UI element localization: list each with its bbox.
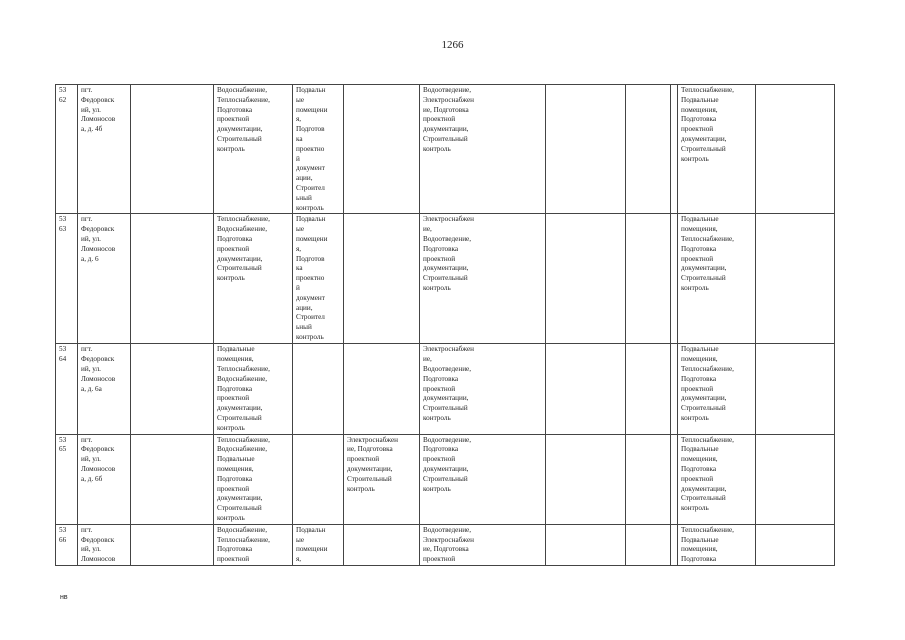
table-cell — [671, 434, 678, 524]
table-cell — [671, 214, 678, 344]
table-cell: Теплоснабжение, Водоснабжение, Подготовка проектной документации, Строительный контроль — [214, 214, 293, 344]
footer-mark: нв — [60, 594, 68, 601]
table-cell: Водоотведение, Электроснабжен ие, Подготовка проектной документации, Строительный контроль — [420, 85, 546, 214]
row-number: 53 62 — [56, 85, 78, 214]
table-cell — [293, 434, 344, 524]
table-cell — [546, 434, 626, 524]
table-cell: Электроснабжен ие, Подготовка проектной документации, Строительный контроль — [344, 434, 420, 524]
table-cell: Водоснабжение, Теплоснабжение, Подготовка проектной документации, Строительный контроль — [214, 85, 293, 214]
table-cell — [756, 344, 835, 434]
table-cell: Электроснабжен ие, Водоотведение, Подготовка проектной документации, Строительный контроль — [420, 214, 546, 344]
address-cell: пгт. Федоровск ий, ул. Ломоносов а, д. 4б — [78, 85, 131, 214]
page-number: 1266 — [441, 39, 464, 51]
table-row — [56, 344, 835, 434]
address-cell: пгт. Федоровск ий, ул. Ломоносов а, д. 6б — [78, 434, 131, 524]
table-cell: Теплоснабжение, Водоснабжение, Подвальные помещения, Подготовка проектной документации, Строительный контроль — [214, 434, 293, 524]
table-cell — [546, 524, 626, 565]
table-cell — [131, 214, 214, 344]
table-cell: Подвальные помещения, Теплоснабжение, Подготовка проектной документации, Строительный контроль — [678, 214, 756, 344]
table-cell: Подвальн ые помещени я, Подготов ка проектно й документ ации, Строител ьный контроль — [293, 214, 344, 344]
address-cell: пгт. Федоровск ий, ул. Ломоносов а, д. 6а — [78, 344, 131, 434]
table-cell: Подвальн ые помещени я, — [293, 524, 344, 565]
table-row — [56, 214, 835, 344]
table-cell — [756, 434, 835, 524]
table-cell: Теплоснабжение, Подвальные помещения, Подготовка — [678, 524, 756, 565]
table-cell: Теплоснабжение, Подвальные помещения, Подготовка проектной документации, Строительный контроль — [678, 85, 756, 214]
table-cell: Водоснабжение, Теплоснабжение, Подготовка проектной — [214, 524, 293, 565]
table-cell — [344, 214, 420, 344]
table-cell — [626, 214, 671, 344]
table-cell — [626, 85, 671, 214]
row-number: 53 64 — [56, 344, 78, 434]
row-number: 53 66 — [56, 524, 78, 565]
table-cell: Подвальн ые помещени я, Подготов ка проектно й документ ации, Строител ьный контроль — [293, 85, 344, 214]
table-cell — [671, 524, 678, 565]
works-table — [55, 84, 835, 566]
table-cell: Теплоснабжение, Подвальные помещения, Подготовка проектной документации, Строительный контроль — [678, 434, 756, 524]
table-cell — [131, 524, 214, 565]
table-cell: Водоотведение, Электроснабжен ие, Подготовка проектной — [420, 524, 546, 565]
row-number: 53 65 — [56, 434, 78, 524]
table-cell — [756, 85, 835, 214]
table-cell — [626, 524, 671, 565]
table-cell — [756, 214, 835, 344]
table-cell — [626, 344, 671, 434]
table-cell — [344, 85, 420, 214]
table-row — [56, 85, 835, 214]
table-cell — [131, 85, 214, 214]
row-number: 53 63 — [56, 214, 78, 344]
address-cell: пгт. Федоровск ий, ул. Ломоносов а, д. 6 — [78, 214, 131, 344]
table-cell: Подвальные помещения, Теплоснабжение, Подготовка проектной документации, Строительный контроль — [678, 344, 756, 434]
table-cell — [344, 524, 420, 565]
table-cell: Водоотведение, Подготовка проектной документации, Строительный контроль — [420, 434, 546, 524]
table-cell — [626, 434, 671, 524]
table-row — [56, 434, 835, 524]
table-cell — [131, 344, 214, 434]
address-cell: пгт. Федоровск ий, ул. Ломоносов — [78, 524, 131, 565]
table-cell — [671, 344, 678, 434]
table-cell: Электроснабжен ие, Водоотведение, Подготовка проектной документации, Строительный контроль — [420, 344, 546, 434]
table-cell — [344, 344, 420, 434]
table-cell — [671, 85, 678, 214]
table-cell: Подвальные помещения, Теплоснабжение, Водоснабжение, Подготовка проектной документации, Строительный контроль — [214, 344, 293, 434]
table-row — [56, 524, 835, 565]
table-cell — [131, 434, 214, 524]
table-cell — [293, 344, 344, 434]
table-cell — [756, 524, 835, 565]
table-cell — [546, 85, 626, 214]
table-cell — [546, 214, 626, 344]
table-cell — [546, 344, 626, 434]
